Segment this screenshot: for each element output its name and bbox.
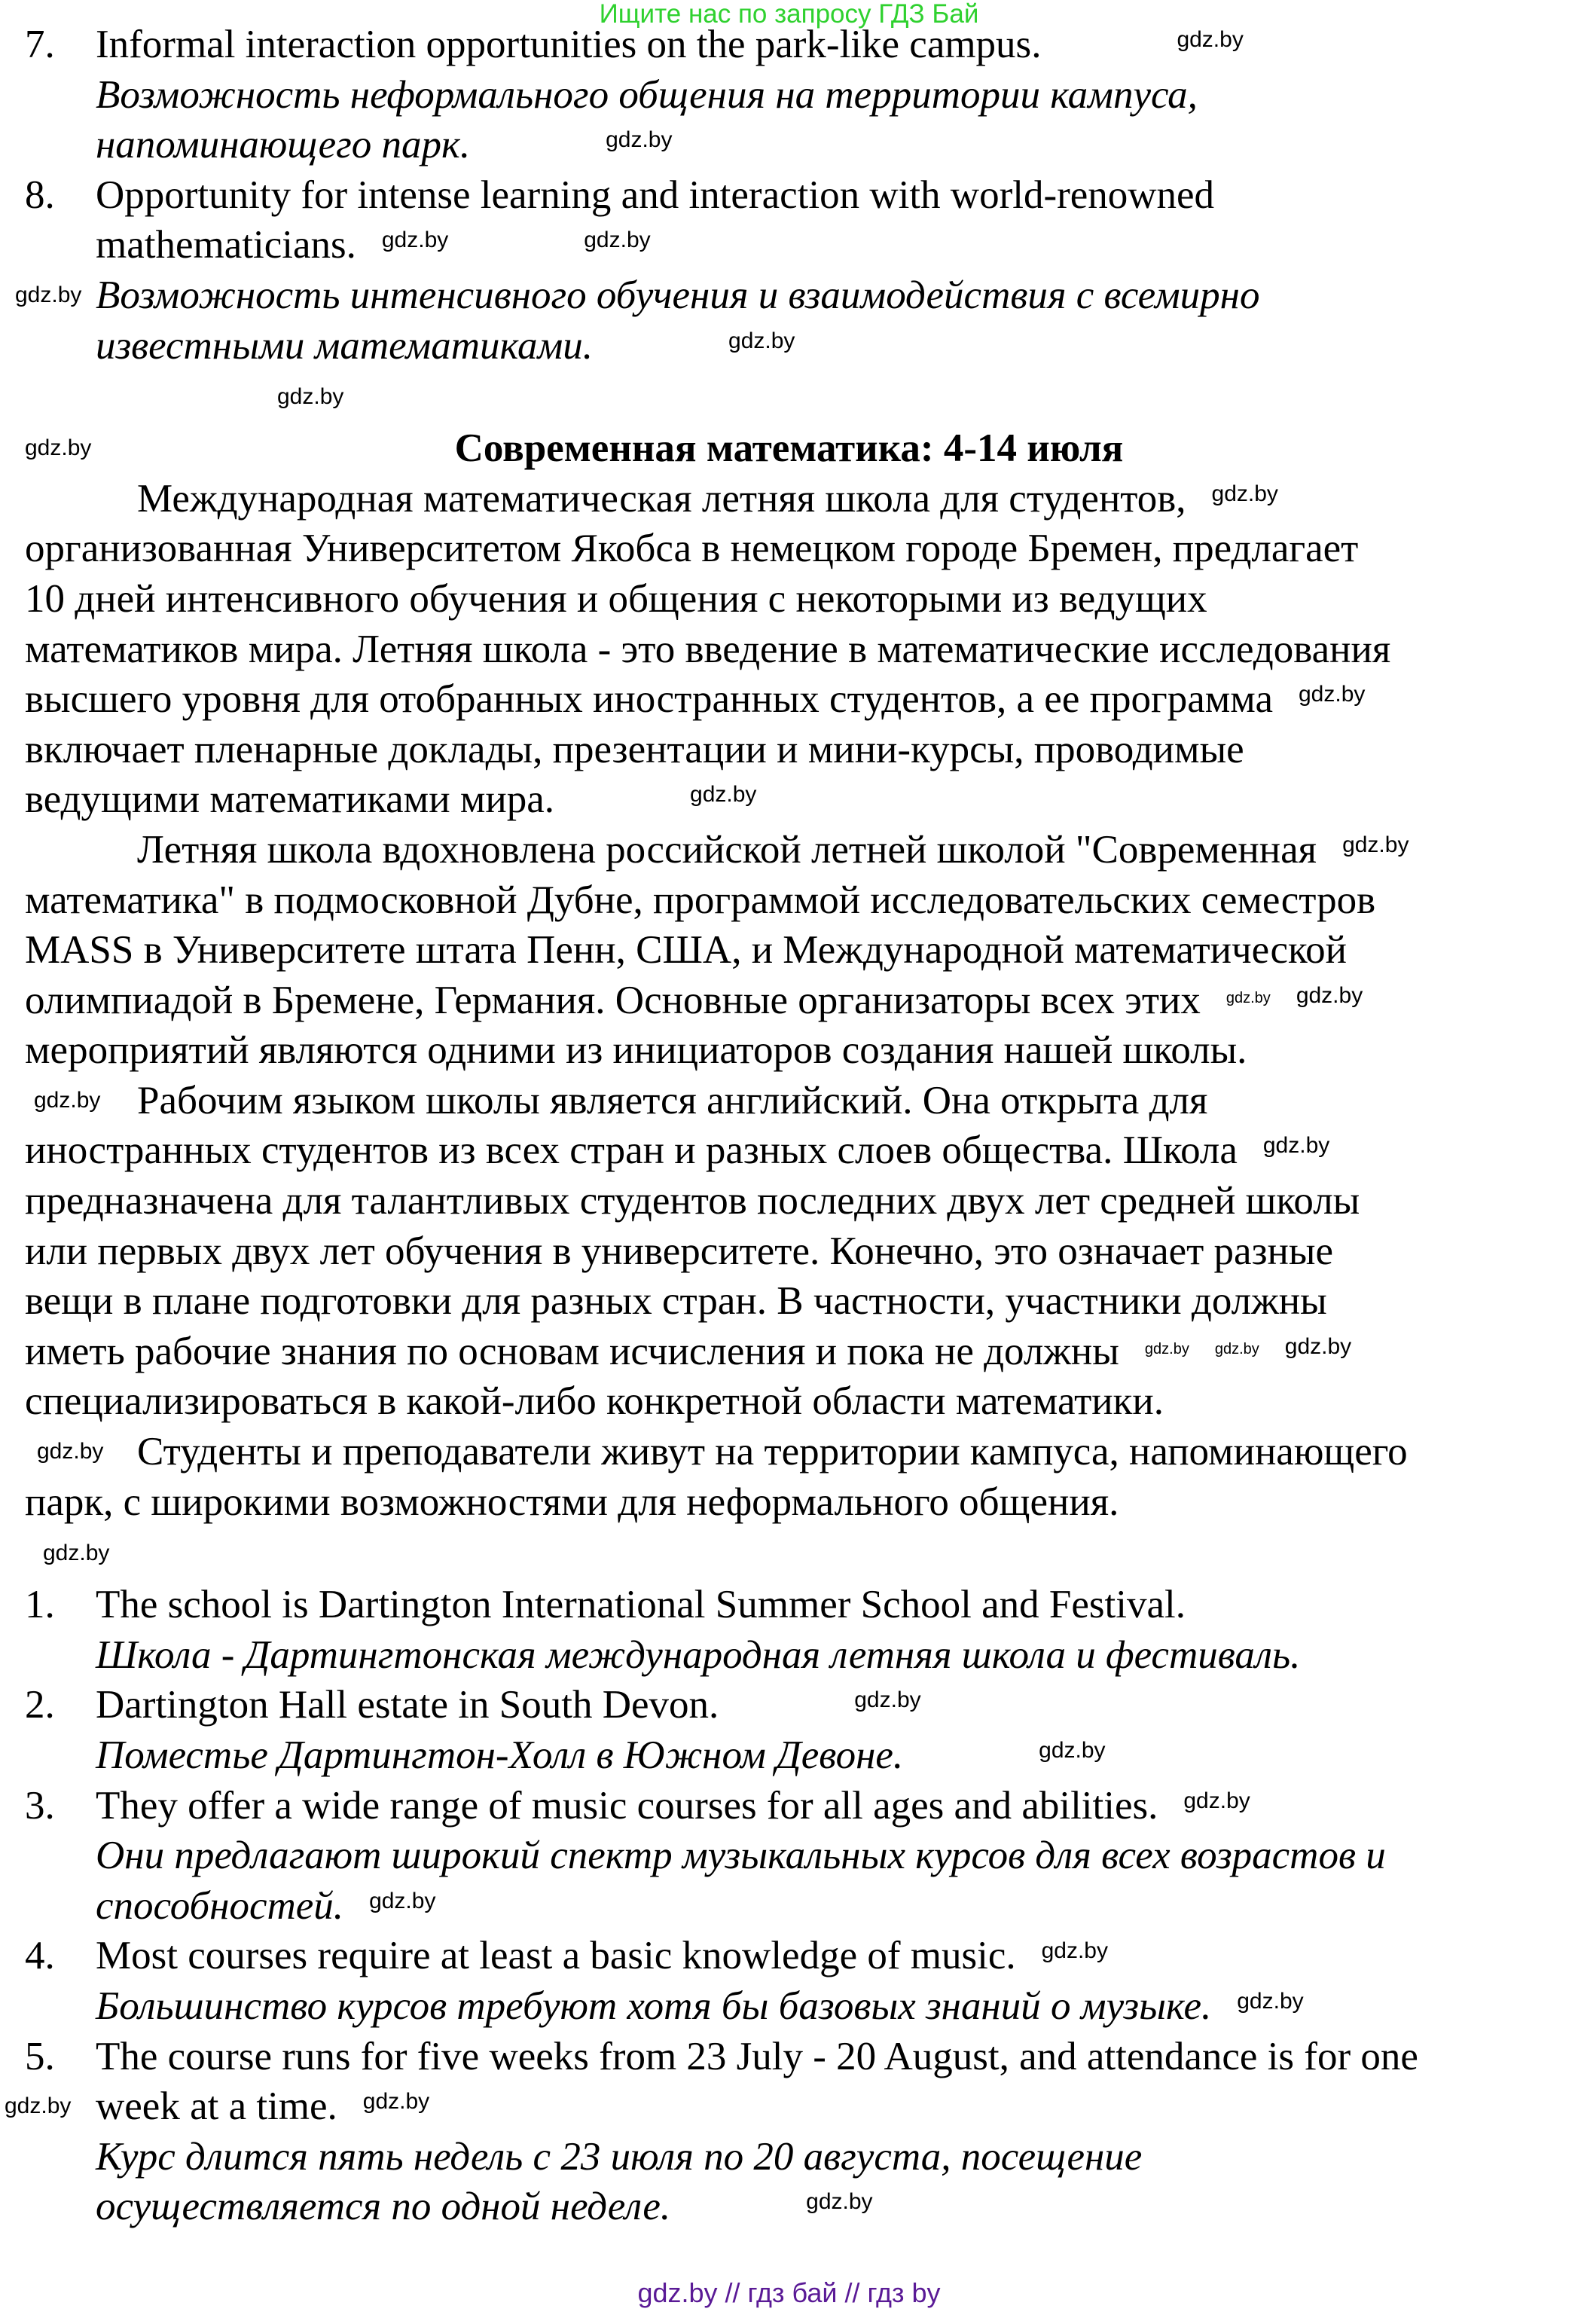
footer-links: gdz.by // гдз бай // гдз by <box>637 2277 941 2308</box>
english-text: mathematicians. <box>96 223 356 267</box>
item-number: 5. <box>25 2034 55 2078</box>
watermark: gdz.by <box>584 228 651 253</box>
watermark: gdz.by <box>806 2189 873 2215</box>
watermark: gdz.by <box>690 782 757 808</box>
russian-translation: Большинство курсов требуют хотя бы базовых знаний о музыке. <box>96 1983 1212 2028</box>
watermark: gdz.by <box>606 127 673 153</box>
english-text: Most courses require at least a basic knowledge of music. <box>96 1934 1016 1978</box>
paragraph-line: MASS в Университете штата Пенн, США, и Международной математической <box>25 928 1347 973</box>
search-hint-banner: Ищите нас по запросу ГДЗ Бай <box>599 0 979 29</box>
watermark: gdz.by <box>1041 1938 1108 1964</box>
russian-translation: способностей. <box>96 1883 344 1928</box>
list-item <box>0 1580 1578 1630</box>
watermark: gdz.by <box>1144 1340 1189 1357</box>
russian-translation: напоминающего парк. <box>96 123 471 167</box>
watermark: gdz.by <box>369 1888 436 1913</box>
item-number: 4. <box>25 1934 55 1978</box>
watermark: gdz.by <box>362 2089 430 2115</box>
paragraph-line: предназначена для талантливых студентов последних двух лет средней школы <box>25 1179 1360 1223</box>
russian-translation: осуществляется по одной неделе. <box>96 2185 671 2229</box>
russian-translation: Они предлагают широкий спектр музыкальных курсов для всех возрастов и <box>96 1834 1386 1878</box>
paragraph-line: ведущими математиками мира. <box>25 777 555 822</box>
watermark: gdz.by <box>25 435 92 461</box>
watermark: gdz.by <box>1177 27 1244 52</box>
watermark: gdz.by <box>1342 832 1409 857</box>
paragraph-line: парк, с широкими возможностями для неформального общения. <box>25 1480 1119 1524</box>
watermark: gdz.by <box>1039 1738 1106 1763</box>
english-text: They offer a wide range of music courses for all ages and abilities. <box>96 1783 1158 1828</box>
russian-translation: Поместье Дартингтон-Холл в Южном Девоне. <box>96 1733 904 1777</box>
paragraph-line: включает пленарные доклады, презентации и мини-курсы, проводимые <box>25 727 1244 771</box>
paragraph-line: иностранных студентов из всех стран и разных слоев общества. Школа <box>25 1128 1238 1173</box>
watermark: gdz.by <box>728 328 795 353</box>
watermark: gdz.by <box>381 228 449 253</box>
paragraph-line: специализироваться в какой-либо конкретной области математики. <box>25 1379 1164 1424</box>
paragraph-line: или первых двух лет обучения в университете. Конечно, это означает разные <box>25 1229 1334 1273</box>
paragraph-line: мероприятий являются одними из инициаторов создания нашей школы. <box>25 1028 1247 1073</box>
english-text: The school is Dartington International Summer School and Festival. <box>96 1583 1186 1627</box>
list-item <box>0 170 1578 221</box>
watermark: gdz.by <box>1214 1340 1259 1357</box>
watermark: gdz.by <box>5 2093 72 2119</box>
paragraph-line: Рабочим языком школы является английский. Она открыта для <box>137 1078 1208 1122</box>
item-number: 7. <box>25 23 55 66</box>
watermark: gdz.by <box>277 384 344 410</box>
russian-translation: Школа - Дартингтонская международная летняя школа и фестиваль. <box>96 1632 1301 1677</box>
russian-translation: Возможность интенсивного обучения и взаимодействия с всемирно <box>96 273 1260 317</box>
list-item <box>0 2032 1578 2082</box>
russian-translation: известными математиками. <box>96 323 594 368</box>
list-item <box>0 1931 1578 1981</box>
english-text: Opportunity for intense learning and interaction with world-renowned <box>96 173 1215 217</box>
item-number: 3. <box>25 1783 55 1828</box>
document-body <box>0 20 1578 2232</box>
paragraph-line: 10 дней интенсивного обучения и общения с некоторыми из ведущих <box>25 576 1207 621</box>
section-heading: Современная математика: 4-14 июля <box>454 426 1124 471</box>
item-number: 1. <box>25 1583 55 1627</box>
paragraph-line: математиков мира. Летняя школа - это введение в математические исследования <box>25 627 1391 671</box>
paragraph-line: высшего уровня для отобранных иностранных студентов, а ее программа <box>25 677 1273 722</box>
watermark: gdz.by <box>34 1087 101 1113</box>
item-number: 2. <box>25 1683 55 1727</box>
watermark: gdz.by <box>37 1439 104 1464</box>
watermark: gdz.by <box>43 1541 110 1566</box>
watermark: gdz.by <box>1237 1988 1304 2014</box>
paragraph-line: Летняя школа вдохновлена российской летней школой "Современная <box>137 827 1317 872</box>
watermark: gdz.by <box>15 282 82 307</box>
english-text: Dartington Hall estate in South Devon. <box>96 1683 719 1727</box>
list-item <box>0 1781 1578 1831</box>
paragraph-line: Студенты и преподаватели живут на территории кампуса, напоминающего <box>137 1430 1408 1474</box>
english-text: week at a time. <box>96 2084 337 2129</box>
watermark: gdz.by <box>1225 989 1271 1006</box>
english-text: Informal interaction opportunities on the park-like campus. <box>96 23 1042 66</box>
watermark: gdz.by <box>1211 481 1278 506</box>
paragraph-line: Международная математическая летняя школа для студентов, <box>137 476 1186 521</box>
watermark: gdz.by <box>1296 982 1363 1008</box>
russian-translation: Курс длится пять недель с 23 июля по 20 августа, посещение <box>96 2134 1143 2179</box>
english-text: The course runs for five weeks from 23 July - 20 August, and attendance is for one <box>96 2034 1418 2078</box>
paragraph-line: организованная Университетом Якобса в немецком городе Бремен, предлагает <box>25 527 1359 571</box>
paragraph-line: вещи в плане подготовки для разных стран. В частности, участники должны <box>25 1279 1327 1324</box>
watermark: gdz.by <box>1298 682 1366 707</box>
watermark: gdz.by <box>854 1687 921 1713</box>
list-item <box>0 20 1578 70</box>
watermark: gdz.by <box>1284 1333 1352 1359</box>
watermark: gdz.by <box>1262 1133 1330 1159</box>
watermark: gdz.by <box>1183 1788 1250 1813</box>
item-number: 8. <box>25 173 55 217</box>
russian-translation: Возможность неформального общения на территории кампуса, <box>96 72 1198 117</box>
paragraph-line: иметь рабочие знания по основам исчисления и пока не должны <box>25 1329 1119 1373</box>
paragraph-line: математика" в подмосковной Дубне, программой исследовательских семестров <box>25 878 1376 922</box>
list-item <box>0 1680 1578 1730</box>
paragraph-line: олимпиадой в Бремене, Германия. Основные организаторы всех этих <box>25 978 1201 1022</box>
